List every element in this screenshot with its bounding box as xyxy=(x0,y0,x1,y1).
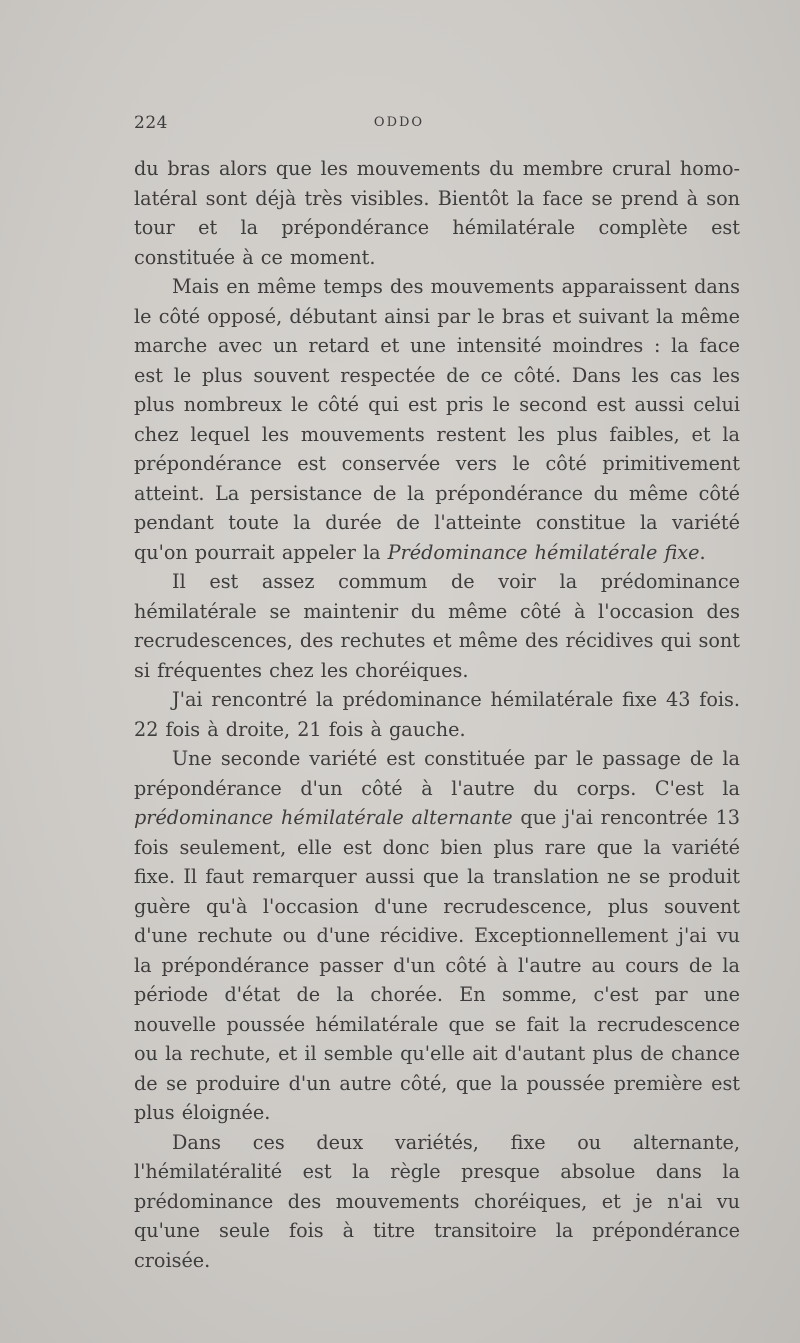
running-head-author: ODDO xyxy=(373,115,425,130)
paragraph-4 xyxy=(134,685,740,744)
paragraph-6 xyxy=(134,1128,740,1276)
paragraph-text: Mais en même temps des mouvements apparaissent dans le côté opposé, débutant ainsi par le bras et suivant la même marche avec un retard et une intensité moindres : la face est le plus souvent respectée de ce côté. Dans les cas les plus nombreux le côté qui est pris le second est aussi celui chez lequel les mouvements restent les plus faibles, et la prépondérance est conservée vers le côté primitivement atteint. La persistance de la prépondérance du même côté pendant toute la durée de l'atteinte constitue la variété qu'on pourrait appeler la xyxy=(134,275,740,564)
italic-term: prédominance hémilatérale alternante xyxy=(134,806,513,829)
paragraph-text: Il est assez commum de voir la prédominance hémilatérale se maintenir du même côté à l'occasion des recrudescences, des rechutes et même des récidives qui sont si fréquentes chez les choréiques. xyxy=(134,570,740,682)
paragraph-2 xyxy=(134,272,740,567)
paragraph-1 xyxy=(134,154,740,272)
paragraph-text: Une seconde variété est constituée par le passage de la prépondérance d'un côté à l'autre du corps. C'est la xyxy=(134,747,740,800)
body-text xyxy=(134,154,740,1275)
paragraph-5 xyxy=(134,744,740,1128)
paragraph-text: . xyxy=(699,540,706,564)
running-head xyxy=(134,113,740,137)
paragraph-text: J'ai rencontré la prédominance hémilatérale fixe 43 fois. 22 fois à droite, 21 fois à gauche. xyxy=(134,688,740,741)
page-number: 224 xyxy=(134,113,168,133)
paragraph-text: Dans ces deux variétés, fixe ou alternante, l'hémilatéralité est la règle presque absolue dans la prédominance des mouvements choréiques, et je n'ai vu qu'une seule fois à titre transitoire la prépondérance croisée. xyxy=(134,1130,740,1272)
paragraph-text: du bras alors que les mouvements du membre crural homo-latéral sont déjà très visibles. Bientôt la face se prend à son tour et la prépondérance hémilatérale complète est constituée à ce moment. xyxy=(134,157,740,269)
italic-term: Prédominance hémilatérale fixe xyxy=(387,540,700,564)
paragraph-text: que j'ai rencontrée 13 fois seulement, elle est donc bien plus rare que la variété fixe. Il faut remarquer aussi que la translation ne se produit guère qu'à l'occasion d'une recrudescence, plus souvent d'une rechute ou d'une récidive. Exceptionnellement j'ai vu la prépondérance passer d'un côté à l'autre au cours de la période d'état de la chorée. En somme, c'est par une nouvelle poussée hémilatérale que se fait la recrudescence ou la rechute, et il semble qu'elle ait d'autant plus de chance de se produire d'un autre côté, que la poussée première est plus éloignée. xyxy=(134,806,740,1124)
paragraph-3 xyxy=(134,567,740,685)
